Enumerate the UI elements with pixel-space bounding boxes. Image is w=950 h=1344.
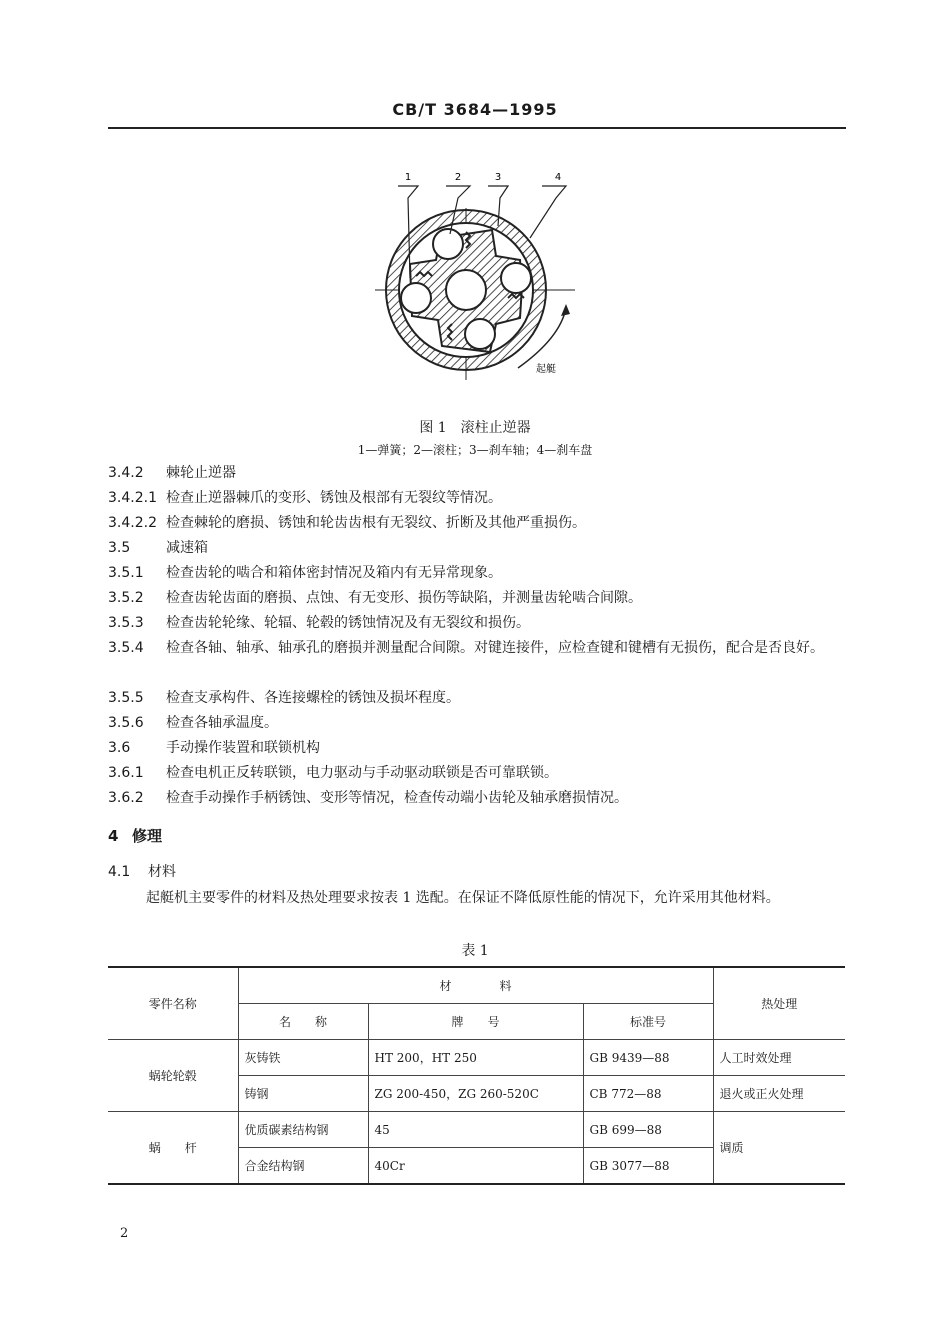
section-number: 3.4.2.1: [108, 490, 157, 506]
material-name-cell: 铸钢: [238, 1076, 368, 1112]
section-text: 检查齿轮轮缘、轮辐、轮毂的锈蚀情况及有无裂纹和损伤。: [166, 615, 530, 631]
standard-cell: GB 699—88: [583, 1112, 713, 1148]
section-text: 检查支承构件、各连接螺栓的锈蚀及损坏程度。: [166, 690, 460, 706]
callout-leader-4: [530, 186, 566, 238]
header-heat-treatment: 热处理: [713, 967, 845, 1040]
table-header-row: [108, 967, 845, 1004]
section-text: 检查止逆器棘爪的变形、锈蚀及根部有无裂纹等情况。: [166, 490, 502, 506]
grade-cell: 45: [368, 1112, 583, 1148]
roller: [433, 229, 463, 259]
subsection-title: 材料: [148, 864, 176, 880]
grade-cell: 40Cr: [368, 1148, 583, 1185]
page-number: 2: [120, 1226, 129, 1241]
part-cell: 蜗轮轮毂: [108, 1040, 238, 1112]
section-3-6: [108, 736, 848, 761]
section-3-5-6: [108, 711, 848, 736]
part-cell: 蜗 杆: [108, 1112, 238, 1185]
document-code: CB/T 3684—1995: [392, 100, 558, 119]
section-3-5-3: [108, 611, 848, 636]
callout-4: 4: [554, 172, 562, 183]
chapter-heading: [108, 824, 848, 849]
section-number: 3.5.5: [108, 690, 144, 706]
heat-cell: 退火或正火处理: [713, 1076, 845, 1112]
roller-backstop-figure: [370, 168, 580, 383]
section-text: 检查电机正反转联锁，电力驱动与手动驱动联锁是否可靠联锁。: [166, 765, 558, 781]
table-row: [108, 1112, 845, 1148]
shaft-center: [446, 270, 486, 310]
roller: [501, 263, 531, 293]
section-text: 棘轮止逆器: [166, 465, 236, 481]
roller: [401, 283, 431, 313]
section-number: 3.5.2: [108, 590, 144, 606]
section-text: 检查齿轮齿面的磨损、点蚀、有无变形、损伤等缺陷，并测量齿轮啮合间隙。: [166, 590, 642, 606]
section-text: 检查各轴、轴承、轴承孔的磨损并测量配合间隙。对键连接件，应检查键和键槽有无损伤，配合是否良好。: [166, 640, 824, 656]
heat-cell: 人工时效处理: [713, 1040, 845, 1076]
standard-cell: GB 3077—88: [583, 1148, 713, 1185]
standard-cell: GB 9439—88: [583, 1040, 713, 1076]
section-text: 减速箱: [166, 540, 208, 556]
callout-3: 3: [494, 172, 502, 183]
section-number: 3.5.4: [108, 640, 144, 656]
section-number: 3.6: [108, 740, 131, 756]
section-3-5-4: [108, 636, 848, 661]
grade-cell: ZG 200-450，ZG 260-520C: [368, 1076, 583, 1112]
section-3-4-2-1: [108, 486, 848, 511]
callout-1: 1: [404, 172, 412, 183]
material-name-cell: 合金结构钢: [238, 1148, 368, 1185]
section-number: 3.5.3: [108, 615, 144, 631]
figure-legend: 1—弹簧；2—滚柱；3—刹车轴；4—刹车盘: [357, 443, 593, 457]
section-text: 检查各轴承温度。: [166, 715, 278, 731]
header-standard: 标准号: [583, 1004, 713, 1040]
header-grade: 牌 号: [368, 1004, 583, 1040]
section-text: 检查棘轮的磨损、锈蚀和轮齿齿根有无裂纹、折断及其他严重损伤。: [166, 515, 586, 531]
heat-cell: 调质: [713, 1112, 845, 1185]
standard-cell: CB 772—88: [583, 1076, 713, 1112]
section-3-5: [108, 536, 848, 561]
section-number: 3.5.6: [108, 715, 144, 731]
arrow-head-icon: [561, 304, 570, 316]
section-text: 手动操作装置和联锁机构: [166, 740, 320, 756]
arrow-label: 起艇: [536, 364, 556, 375]
section-number: 3.5: [108, 540, 131, 556]
subsection-heading: [108, 860, 848, 885]
section-3-4-2-2: [108, 511, 848, 536]
section-number: 3.6.2: [108, 790, 144, 806]
body-paragraph: 起艇机主要零件的材料及热处理要求按表 1 选配。在保证不降低原性能的情况下，允许采用其他材料。: [146, 890, 780, 906]
materials-table: [108, 966, 845, 1185]
header-material: 材 料: [238, 967, 713, 1004]
callout-2: 2: [454, 172, 462, 183]
section-3-5-5: [108, 686, 848, 711]
section-text: 检查齿轮的啮合和箱体密封情况及箱内有无异常现象。: [166, 565, 502, 581]
material-name-cell: 优质碳素结构钢: [238, 1112, 368, 1148]
section-text: 检查手动操作手柄锈蚀、变形等情况，检查传动端小齿轮及轴承磨损情况。: [166, 790, 628, 806]
section-3-6-2: [108, 786, 848, 811]
chapter-title: 修理: [132, 827, 163, 845]
header-rule: [108, 127, 846, 129]
table-row: [108, 1040, 845, 1076]
section-number: 3.4.2.2: [108, 515, 157, 531]
grade-cell: HT 200，HT 250: [368, 1040, 583, 1076]
header-part-name: 零件名称: [108, 967, 238, 1040]
section-3-5-1: [108, 561, 848, 586]
header-name: 名 称: [238, 1004, 368, 1040]
roller: [465, 319, 495, 349]
section-3-6-1: [108, 761, 848, 786]
section-3-5-2: [108, 586, 848, 611]
section-number: 3.4.2: [108, 465, 144, 481]
subsection-number: 4.1: [108, 864, 131, 880]
chapter-number: 4: [108, 827, 119, 845]
section-number: 3.5.1: [108, 565, 144, 581]
section-3-4-2: [108, 461, 848, 486]
table-title: 表 1: [461, 943, 489, 959]
material-name-cell: 灰铸铁: [238, 1040, 368, 1076]
figure-caption: 图 1 滚柱止逆器: [419, 420, 531, 436]
section-number: 3.6.1: [108, 765, 144, 781]
